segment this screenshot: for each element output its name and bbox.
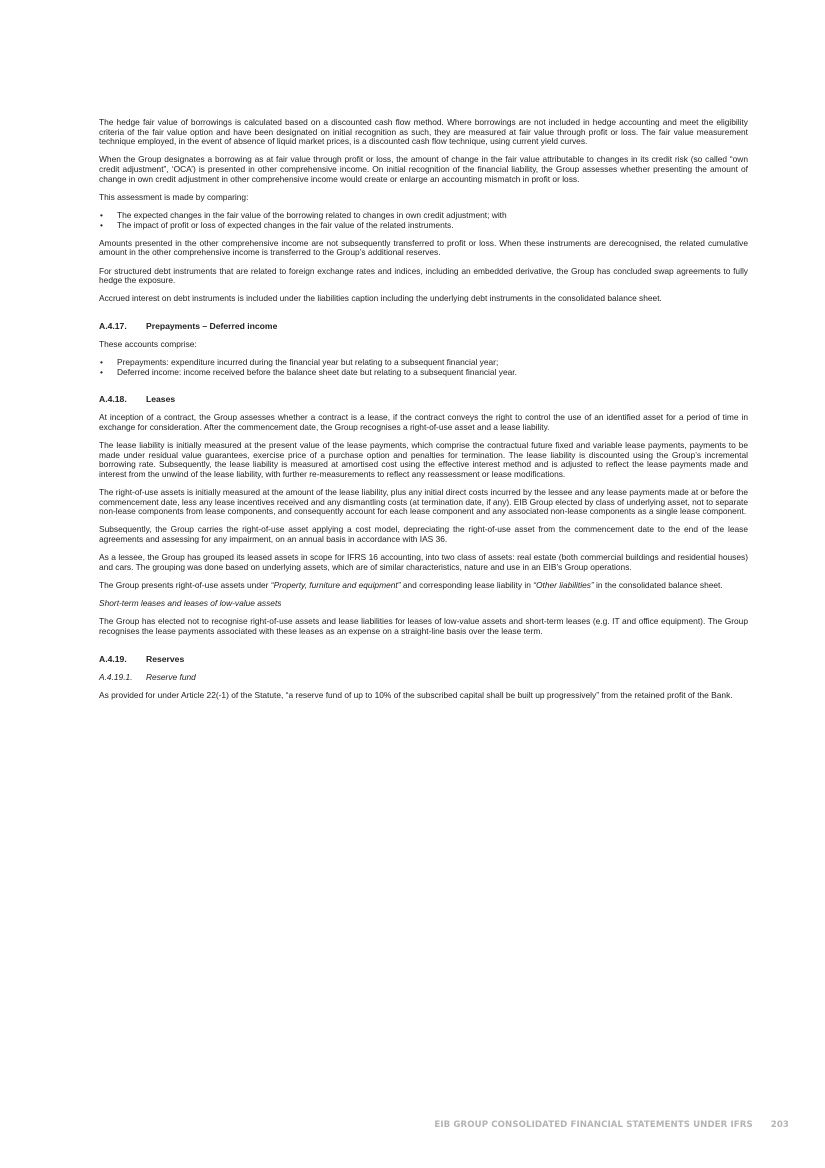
paragraph-cost-model: Subsequently, the Group carries the right-of-use asset applying a cost model, depreciating the right-of-use asset from the commencement date to the end of the lease agreements and assessing for any impairment, on an annual basis in accordance with IAS 36. (99, 524, 748, 544)
paragraph-reserve-fund: As provided for under Article 22(-1) of the Statute, “a reserve fund of up to 10% of the subscribed capital shall be built up progressively” from the retained profit of the Bank. (99, 689, 733, 700)
paragraph-right-of-use-initial: The right-of-use assets is initially measured at the amount of the lease liability, plus any initial direct costs incurred by the lessee and any lease payments made at or before the commencement date, less any lease incentives received and any dismantling costs (at termination date, if any). EIB Group elected by class of underlying asset, not to separate non-lease components from lease components, and consequently account for each lease component and any associated non-lease components as a single lease component. (99, 487, 748, 517)
paragraph-accounts-comprise: These accounts comprise: (99, 338, 197, 349)
paragraph-lease-inception: At inception of a contract, the Group assesses whether a contract is a lease, if the contract conveys the right to control the use of an identified asset for a period of time in exchange for consideration. After the commencement date, the Group recognises a right-of-use asset and a lease liability. (99, 412, 748, 432)
text-span: “Property, furniture and equipment” (270, 579, 401, 590)
section-number: A.4.17. (99, 320, 127, 331)
assessment-bullet-list (99, 211, 748, 230)
section-title: Leases (146, 394, 176, 405)
text-span: The Group presents right-of-use assets under (99, 579, 271, 590)
section-title: Prepayments – Deferred income (146, 320, 278, 331)
prepayments-bullet-list (99, 358, 748, 377)
paragraph-accrued-interest: Accrued interest on debt instruments is included under the liabilities caption including the underlying debt instruments in the consolidated balance sheet. (99, 293, 662, 304)
paragraph-own-credit-adjustment: When the Group designates a borrowing as at fair value through profit or loss, the amount of change in the fair value attributable to changes in its credit risk (so called “own credit adjustment”, ‘OCA’) is presented in other comprehensive income. On initial recognition of the financial liability, the Group assesses whether presenting the amount of change in own credit adjustment in other comprehensive income would create or enlarge an accounting mismatch in profit or loss. (99, 154, 748, 184)
list-item: • Deferred income: income received before the balance sheet date but relating to a subsequent financial year. (99, 368, 748, 378)
paragraph-lessee-grouping: As a lessee, the Group has grouped its leased assets in scope for IFRS 16 accounting, into two class of assets: real estate (both commercial buildings and residential houses) and cars. The grouping was done based on underlying assets, which are of similar characteristics, nature and use in an EIB’s Group operations. (99, 552, 748, 572)
list-item: • The impact of profit or loss of expected changes in the fair value of the related instruments. (99, 221, 748, 231)
section-title: Reserves (146, 653, 185, 664)
document-body (99, 118, 748, 709)
section-heading-prepayments (99, 321, 748, 331)
subsection-heading-reserve-fund (99, 673, 748, 683)
paragraph-hedge-fair-value: The hedge fair value of borrowings is calculated based on a discounted cash flow method. Where borrowings are not included in hedge accounting and meet the eligibility criteria of the fair value option and have been designated on initial recognition as such, they are measured at fair value through profit or loss. The fair value measurement technique employed, in the event of absence of liquid market prices, is a discounted cash flow technique, using current yield curves. (99, 117, 748, 147)
text-span: in the consolidated balance sheet. (593, 579, 723, 590)
section-heading-reserves (99, 654, 748, 664)
subheading-text: Short-term leases and leases of low-value assets (99, 598, 282, 609)
section-heading-leases (99, 394, 748, 404)
footer-title: EIB GROUP CONSOLIDATED FINANCIAL STATEMENTS UNDER IFRS (434, 1120, 753, 1130)
subheading-short-term-leases (99, 599, 748, 609)
section-number: A.4.18. (99, 394, 127, 405)
list-item: • The expected changes in the fair value of the borrowing related to changes in own credit adjustment; with (99, 211, 748, 221)
page-number: 203 (770, 1120, 789, 1130)
list-item: • Prepayments: expenditure incurred during the financial year but relating to a subsequent financial year; (99, 358, 748, 368)
paragraph-structured-debt: For structured debt instruments that are related to foreign exchange rates and indices, including an embedded derivative, the Group has concluded swap agreements to fully hedge the exposure. (99, 265, 748, 286)
subsection-number: A.4.19.1. (99, 671, 133, 682)
page-footer (434, 1120, 789, 1130)
paragraph-presentation (99, 581, 748, 591)
paragraph-low-value-leases: The Group has elected not to recognise right-of-use assets and lease liabilities for leases of low-value assets and short-term leases (e.g. IT and office equipment). The Group recognises the lease payments associated with these leases as an expense on a straight-line basis over the lease term. (99, 616, 748, 636)
section-number: A.4.19. (99, 653, 127, 664)
paragraph-oci-amounts: Amounts presented in the other comprehensive income are not subsequently transferred to profit or loss. When these instruments are derecognised, the related cumulative amount in the other comprehensive income is transferred to the Group’s additional reserves. (99, 237, 748, 258)
text-span: “Other liabilities” (533, 579, 594, 590)
paragraph-assessment-intro: This assessment is made by comparing: (99, 191, 249, 202)
paragraph-lease-liability: The lease liability is initially measured at the present value of the lease payments, which comprise the contractual future fixed and variable lease payments, payments to be made under residual value guarantees, exercise price of a purchase option and penalties for termination. The lease liability is discounted using the Group’s incremental borrowing rate. Subsequently, the lease liability is measured at amortised cost using the effective interest method and is adjusted to reflect the lease payments made and interest from the unwind of the lease liability, with further re-measurements to reflect any reassessment or lease modifications. (99, 440, 748, 479)
text-span: and corresponding lease liability in (400, 579, 534, 590)
subsection-title: Reserve fund (146, 671, 196, 682)
